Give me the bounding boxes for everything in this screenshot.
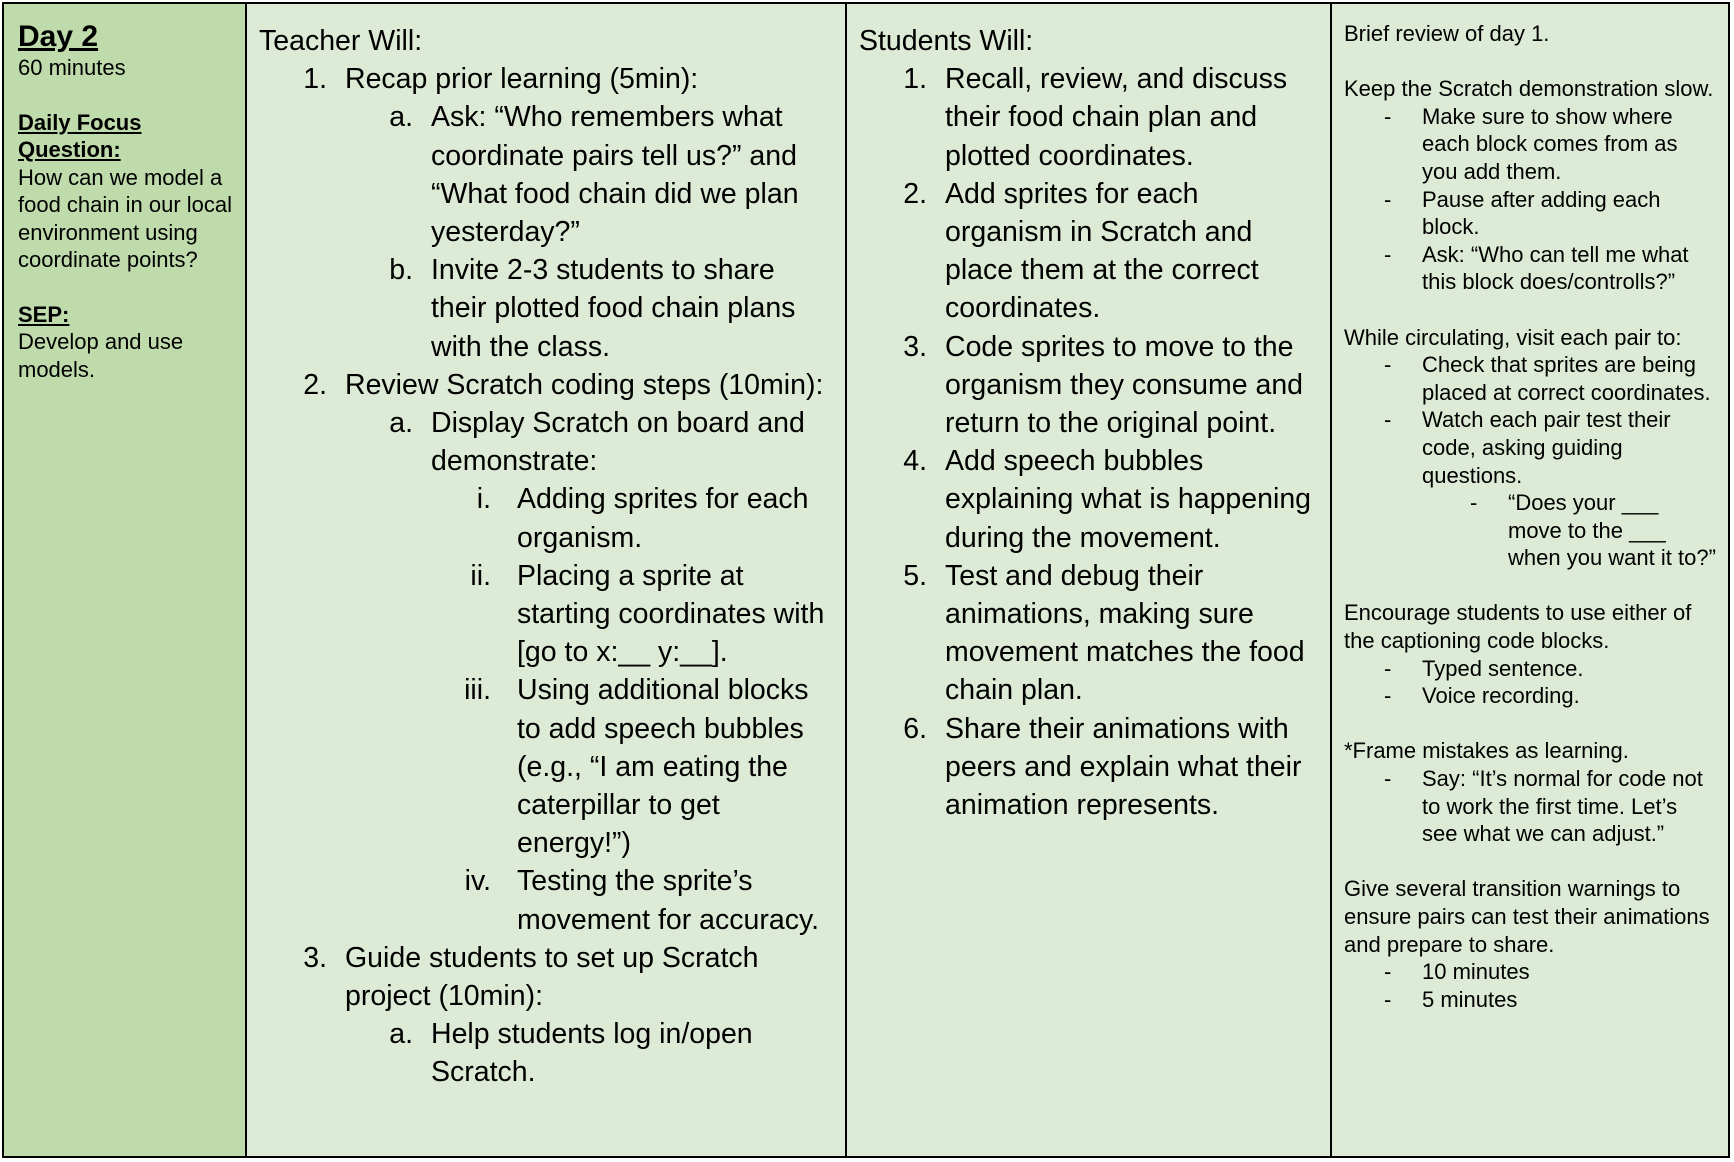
bullet-text: Pause after adding each block. — [1422, 186, 1661, 240]
roman-marker: i. — [476, 483, 491, 516]
step-marker: 5. — [903, 559, 927, 592]
dash-marker: - — [1384, 655, 1392, 681]
bullet-text: Ask: “Who can tell me what this block does/controlls?” — [1422, 241, 1689, 295]
teacher-step — [259, 366, 837, 404]
roman-marker: iv. — [464, 865, 491, 898]
sep-text: Develop and use models. — [18, 329, 184, 382]
note-bullet — [1344, 241, 1718, 296]
student-step — [859, 710, 1322, 825]
duration: 60 minutes — [18, 55, 126, 80]
dash-marker: - — [1384, 959, 1392, 985]
student-step — [859, 175, 1322, 328]
caption-intro: Encourage students to use either of the captioning code blocks. — [1344, 600, 1692, 654]
step-text: Test and debug their animations, making sure movement matches the food chain plan. — [945, 559, 1305, 707]
bullet-text: “Does your ___ move to the ___ when you want it to?” — [1508, 490, 1716, 571]
bullet-text: Watch each pair test their code, asking guiding questions. — [1422, 407, 1671, 488]
teacher-substep — [345, 98, 837, 251]
review-note: Brief review of day 1. — [1344, 21, 1550, 46]
note-bullet — [1344, 351, 1718, 406]
bullet-text: Make sure to show where each block comes from as you add them. — [1422, 103, 1678, 184]
student-step — [859, 557, 1322, 710]
substep-text: Help students log in/open Scratch. — [431, 1018, 753, 1089]
day-title: Day 2 — [18, 20, 99, 53]
teacher-roman-item — [431, 671, 837, 862]
teacher-step — [259, 60, 837, 98]
students-cell — [847, 4, 1332, 1156]
step-marker: 6. — [903, 712, 927, 745]
note-bullet — [1344, 682, 1718, 710]
roman-text: Adding sprites for each organism. — [517, 483, 809, 554]
substep-marker: b. — [389, 254, 413, 287]
step-marker: 2. — [303, 368, 327, 401]
step-text: Guide students to set up Scratch project (10min): — [345, 941, 759, 1013]
teacher-substep — [345, 1015, 837, 1091]
note-bullet — [1344, 406, 1718, 489]
dash-marker: - — [1384, 241, 1392, 267]
mistakes-intro: *Frame mistakes as learning. — [1344, 738, 1629, 764]
teacher-substep — [345, 404, 837, 480]
bullet-text: 10 minutes — [1422, 959, 1530, 985]
focus-question: How can we model a food chain in our local environment using coordinate points? — [18, 164, 233, 272]
step-text: Add speech bubbles explaining what is happening during the movement. — [945, 445, 1312, 554]
bullet-text: Say: “It’s normal for code not to work the first time. Let’s see what we can adjust.” — [1422, 766, 1703, 847]
sep-label: SEP: — [18, 301, 70, 327]
lesson-plan-table — [2, 2, 1730, 1158]
step-text: Recall, review, and discuss their food chain plan and plotted coordinates. — [945, 63, 1288, 172]
student-step — [859, 60, 1322, 175]
step-text: Review Scratch coding steps (10min): — [345, 368, 824, 401]
note-bullet — [1344, 958, 1718, 986]
notes-cell — [1332, 4, 1728, 1156]
step-text: Add sprites for each organism in Scratch and place them at the correct coordinates. — [945, 177, 1259, 325]
teacher-substep — [345, 251, 837, 366]
dash-marker: - — [1384, 103, 1392, 129]
step-text: Recap prior learning (5min): — [345, 63, 699, 96]
roman-marker: iii. — [464, 674, 491, 707]
step-marker: 4. — [903, 445, 927, 478]
step-marker: 2. — [903, 177, 927, 210]
student-step — [859, 442, 1322, 557]
note-sub-bullet — [1344, 489, 1718, 572]
note-bullet — [1344, 103, 1718, 186]
transition-intro: Give several transition warnings to ensure pairs can test their animations and prepare to share. — [1344, 876, 1710, 957]
students-heading: Students Will: — [859, 25, 1034, 57]
dash-marker: - — [1384, 766, 1392, 792]
note-bullet — [1344, 186, 1718, 241]
bullet-text: Voice recording. — [1422, 683, 1580, 709]
note-bullet — [1344, 765, 1718, 848]
substep-marker: a. — [389, 101, 413, 134]
circulate-intro: While circulating, visit each pair to: — [1344, 324, 1682, 350]
dash-marker: - — [1384, 352, 1392, 378]
step-marker: 1. — [903, 63, 927, 96]
step-text: Share their animations with peers and explain what their animation represents. — [945, 712, 1302, 822]
substep-text: Invite 2-3 students to share their plotted food chain plans with the class. — [431, 254, 796, 363]
dash-marker: - — [1384, 986, 1392, 1012]
overview-cell — [4, 4, 247, 1156]
student-step — [859, 328, 1322, 443]
dash-marker: - — [1384, 683, 1392, 709]
roman-text: Using additional blocks to add speech bubbles (e.g., “I am eating the caterpillar to get energy!”) — [517, 674, 809, 860]
bullet-text: 5 minutes — [1422, 986, 1518, 1012]
roman-text: Placing a sprite at starting coordinates with [go to x:__ y:__]. — [517, 559, 825, 669]
focus-label: Daily Focus Question: — [18, 109, 142, 162]
step-marker: 3. — [903, 330, 927, 363]
teacher-step — [259, 939, 837, 1015]
step-marker: 1. — [303, 63, 327, 96]
roman-text: Testing the sprite’s movement for accuracy. — [517, 865, 819, 936]
dash-marker: - — [1384, 186, 1392, 212]
substep-marker: a. — [389, 407, 413, 440]
dash-marker: - — [1470, 490, 1478, 516]
note-bullet — [1344, 655, 1718, 683]
substep-text: Display Scratch on board and demonstrate: — [431, 407, 805, 478]
substep-marker: a. — [389, 1018, 413, 1051]
step-marker: 3. — [303, 941, 327, 974]
teacher-heading: Teacher Will: — [259, 25, 423, 57]
note-bullet — [1344, 986, 1718, 1014]
teacher-roman-item — [431, 480, 837, 556]
bullet-text: Check that sprites are being placed at correct coordinates. — [1422, 352, 1711, 405]
teacher-roman-item — [431, 862, 837, 938]
step-text: Code sprites to move to the organism they consume and return to the original point. — [945, 330, 1304, 440]
teacher-cell — [247, 4, 847, 1156]
dash-marker: - — [1384, 407, 1392, 433]
teacher-roman-item — [431, 557, 837, 672]
demo-intro: Keep the Scratch demonstration slow. — [1344, 76, 1714, 102]
roman-marker: ii. — [470, 559, 491, 592]
substep-text: Ask: “Who remembers what coordinate pairs tell us?” and “What food chain did we plan yesterday?” — [431, 101, 799, 249]
bullet-text: Typed sentence. — [1422, 655, 1584, 681]
